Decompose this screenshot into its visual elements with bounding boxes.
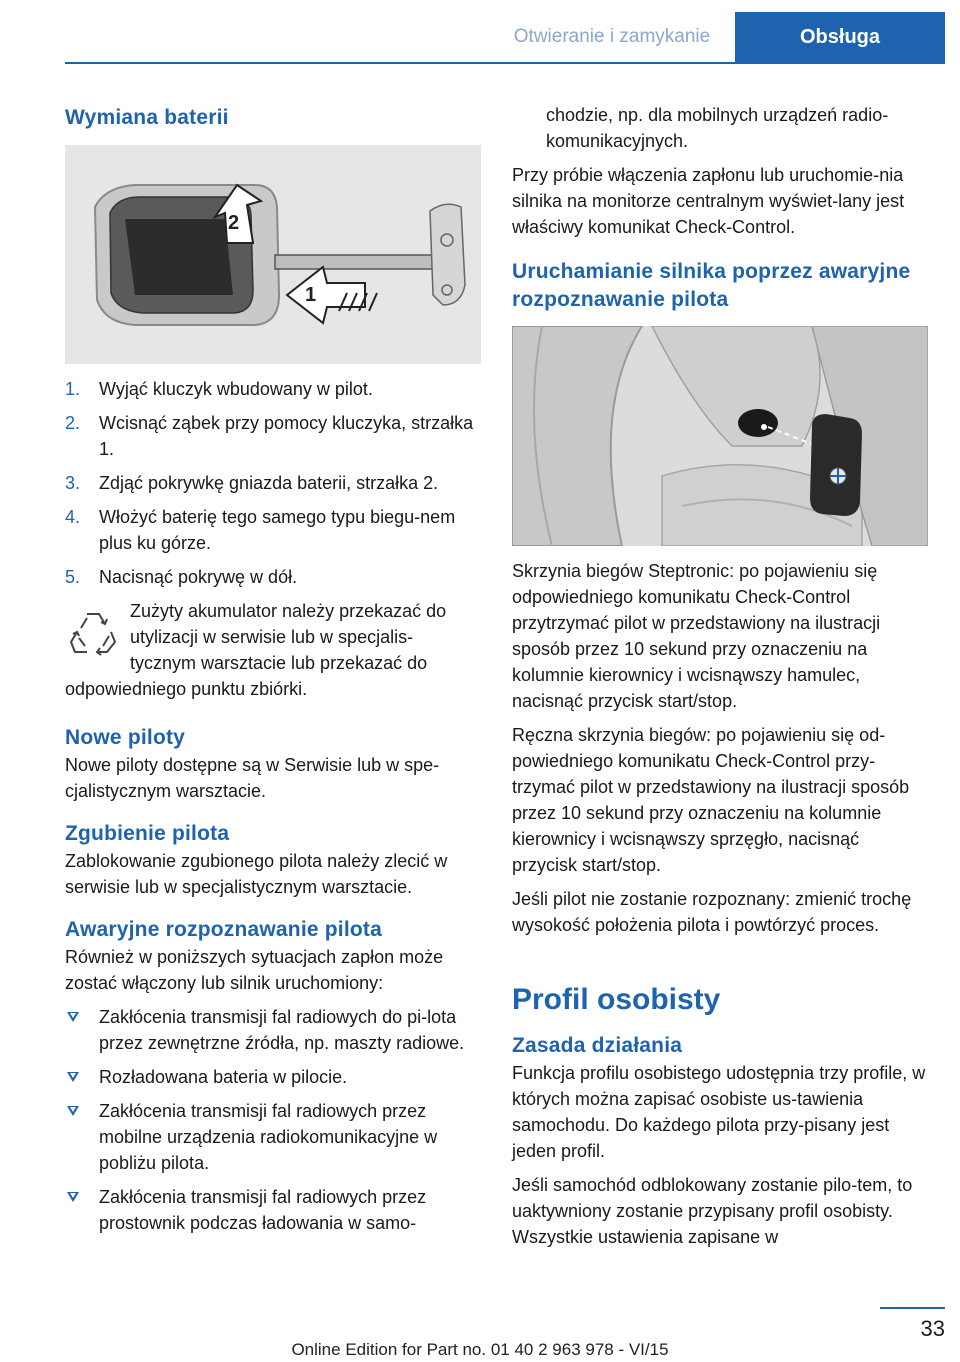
step-item bbox=[65, 564, 481, 590]
triangle-bullet-icon bbox=[67, 1012, 79, 1022]
step-number: 1. bbox=[65, 379, 81, 399]
eco-line-1: Zużyty akumulator należy przekazać do bbox=[130, 601, 447, 621]
profile-activation-text: Jeśli samochód odblokowany zostanie pilo-tem, to uaktywniony zostanie przypisany profil osobisty. Wszystkie ustawienia zapisane w bbox=[512, 1175, 913, 1247]
manual-gearbox-text: Ręczna skrzynia biegów: po pojawieniu się od-powiedniego komunikatu Check-Control przy-trzymać pilot w przedstawiony na ilustracji sposób przez 10 sekund przy oznaczeniu na kolumnie kierownicy i wcisnąwszy sprzęgło, nacisnąć przycisk start/stop. bbox=[512, 725, 910, 875]
new-remotes-text: Nowe piloty dostępne są w Serwisie lub w spe-cjalistycznym warsztacie. bbox=[65, 755, 440, 801]
step-item bbox=[65, 376, 481, 402]
step-item bbox=[65, 410, 481, 462]
left-column bbox=[65, 104, 481, 1244]
bullet-item bbox=[65, 1184, 481, 1236]
step-text: Wcisnąć ząbek przy pomocy kluczyka, strzałka 1. bbox=[99, 413, 474, 459]
steering-column-figure bbox=[512, 326, 928, 546]
triangle-bullet-icon bbox=[67, 1106, 79, 1116]
bullet-list bbox=[65, 1004, 481, 1236]
bullet-continuation-text: chodzie, np. dla mobilnych urządzeń radio-komunikacyjnych. bbox=[546, 105, 889, 151]
recycle-icon bbox=[67, 606, 119, 658]
bullet-item bbox=[65, 1098, 481, 1176]
step-item bbox=[65, 470, 481, 496]
right-column bbox=[512, 102, 928, 1258]
check-control-text: Przy próbie włączenia zapłonu lub uruchomie-nia silnika na monitorze centralnym wyświet-lany jest właściwy komunikat Check-Control. bbox=[512, 165, 905, 237]
bullet-continuation bbox=[512, 102, 928, 154]
eco-line-2: utylizacji w serwisie lub w specjalis- bbox=[130, 627, 414, 647]
footer-rule bbox=[880, 1307, 945, 1309]
step-number: 3. bbox=[65, 473, 81, 493]
step-text: Włożyć baterię tego samego typu biegu-nem plus ku górze. bbox=[99, 507, 456, 553]
eco-line-3: tycznym warsztacie lub przekazać do bbox=[130, 653, 428, 673]
not-recognized-text: Jeśli pilot nie zostanie rozpoznany: zmienić trochę wysokość położenia pilota i powtórzyć proces. bbox=[512, 889, 912, 935]
principle-title: Zasada działania bbox=[512, 1034, 683, 1057]
svg-text:1: 1 bbox=[305, 284, 317, 306]
step-text: Wyjąć kluczyk wbudowany w pilot. bbox=[99, 379, 373, 399]
triangle-bullet-icon bbox=[67, 1072, 79, 1082]
bullet-item bbox=[65, 1004, 481, 1056]
emergency-detection-text: Również w poniższych sytuacjach zapłon może zostać włączony lub silnik uruchomiony: bbox=[65, 947, 444, 993]
battery-title: Wymiana baterii bbox=[65, 106, 229, 129]
edition-footer: Online Edition for Part no. 01 40 2 963 978 - VI/15 bbox=[291, 1340, 669, 1359]
bullet-text: Zakłócenia transmisji fal radiowych przez prostownik podczas ładowania w samo- bbox=[99, 1187, 427, 1233]
engine-start-title: Uruchamianie silnika poprzez awaryjne rozpoznawanie pilota bbox=[512, 260, 911, 311]
step-text: Nacisnąć pokrywę w dół. bbox=[99, 567, 298, 587]
lost-remote-title: Zgubienie pilota bbox=[65, 822, 230, 845]
steps-list bbox=[65, 376, 481, 590]
eco-line-4: odpowiedniego punktu zbiórki. bbox=[65, 679, 308, 699]
step-item bbox=[65, 504, 481, 556]
header-rule bbox=[65, 62, 945, 64]
bullet-text: Rozładowana bateria w pilocie. bbox=[99, 1067, 348, 1087]
key-battery-figure bbox=[65, 145, 481, 364]
step-number: 5. bbox=[65, 567, 81, 587]
eco-note bbox=[65, 598, 481, 704]
triangle-bullet-icon bbox=[67, 1192, 79, 1202]
lost-remote-text: Zablokowanie zgubionego pilota należy zlecić w serwisie lub w specjalistycznym warsztacie. bbox=[65, 851, 448, 897]
page-number: 33 bbox=[920, 1316, 945, 1341]
bullet-item bbox=[65, 1064, 481, 1090]
steptronic-text: Skrzynia biegów Steptronic: po pojawieniu się odpowiedniego komunikatu Check-Control przytrzymać pilot w przedstawiony na ilustracji sposób przez 10 sekund przy oznaczeniu na kolumnie kierownicy i wcisnąwszy hamulec, nacisnąć przycisk start/stop. bbox=[512, 561, 881, 711]
header-chapter-tab: Obsługa bbox=[735, 12, 945, 62]
personal-profile-title: Profil osobisty bbox=[512, 983, 721, 1016]
new-remotes-title: Nowe piloty bbox=[65, 726, 186, 749]
profile-intro-text: Funkcja profilu osobistego udostępnia trzy profile, w których można zapisać osobiste us-tawienia samochodu. Do każdego pilota przy-pisany jest jeden profil. bbox=[512, 1063, 926, 1161]
bullet-text: Zakłócenia transmisji fal radiowych przez mobilne urządzenia radiokomunikacyjne w pobliżu pilota. bbox=[99, 1101, 438, 1173]
svg-text:2: 2 bbox=[228, 212, 240, 234]
bullet-text: Zakłócenia transmisji fal radiowych do pi-lota przez zewnętrzne źródła, np. maszty radiowe. bbox=[99, 1007, 465, 1053]
step-text: Zdjąć pokrywkę gniazda baterii, strzałka 2. bbox=[99, 473, 439, 493]
emergency-detection-title: Awaryjne rozpoznawanie pilota bbox=[65, 918, 382, 941]
step-number: 4. bbox=[65, 507, 81, 527]
step-number: 2. bbox=[65, 413, 81, 433]
header-section-tab: Otwieranie i zamykanie bbox=[513, 26, 711, 47]
